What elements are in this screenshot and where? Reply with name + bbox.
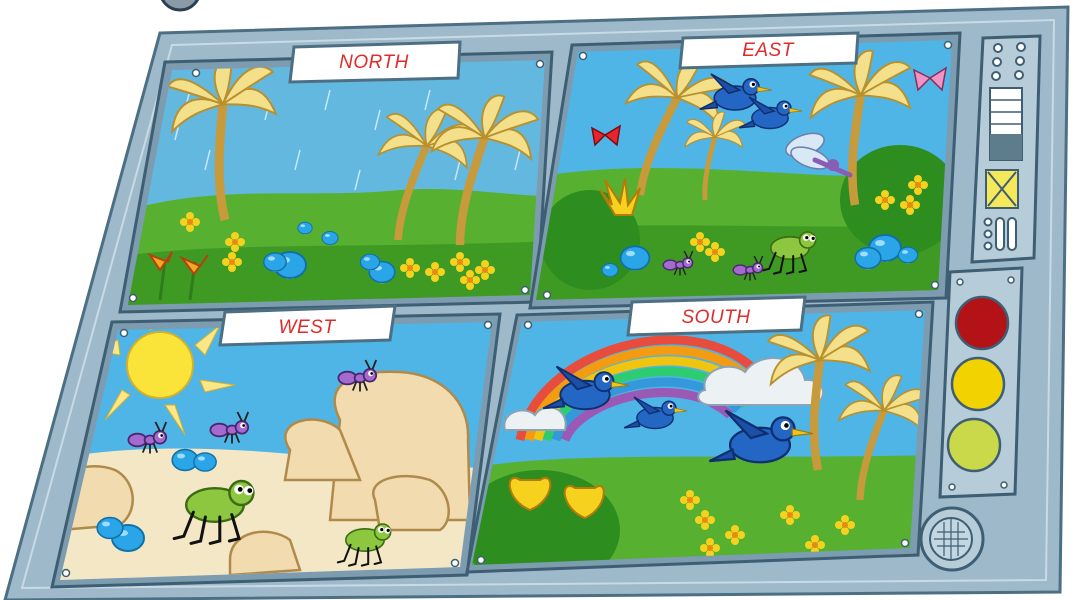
panel-west[interactable]: [50, 300, 510, 600]
panel-south[interactable]: [460, 297, 940, 590]
mushroom-icon: [97, 518, 123, 540]
yellow-light[interactable]: [952, 358, 1004, 410]
mushroom-icon: [264, 253, 286, 272]
west-label: WEST: [278, 317, 336, 338]
mushroom-icon: [621, 246, 650, 270]
north-label-tag: [290, 42, 460, 82]
switch-icons[interactable]: [985, 218, 1017, 250]
mushroom-icon: [298, 222, 312, 234]
red-light[interactable]: [956, 297, 1008, 349]
east-label: EAST: [742, 40, 794, 61]
traffic-light: [940, 268, 1022, 497]
panel-east[interactable]: [520, 30, 970, 320]
mushroom-icon: [602, 264, 618, 278]
panel-north[interactable]: [100, 40, 580, 330]
mushroom-icon: [194, 453, 216, 472]
mushroom-icon: [322, 232, 338, 246]
west-label-tag: [220, 306, 395, 345]
level-meter: [990, 88, 1022, 160]
north-label: NORTH: [339, 52, 409, 73]
mushroom-icon: [898, 247, 917, 263]
green-light[interactable]: [948, 419, 1000, 471]
scanner-button-icon[interactable]: [921, 508, 983, 570]
south-label: SOUTH: [681, 307, 751, 328]
east-label-tag: [680, 33, 858, 68]
x-button-icon[interactable]: [986, 170, 1018, 208]
mushroom-icon: [360, 254, 379, 270]
south-label-tag: [628, 297, 805, 335]
round-button-icon[interactable]: [160, 0, 200, 10]
mushroom-icon: [855, 248, 881, 270]
